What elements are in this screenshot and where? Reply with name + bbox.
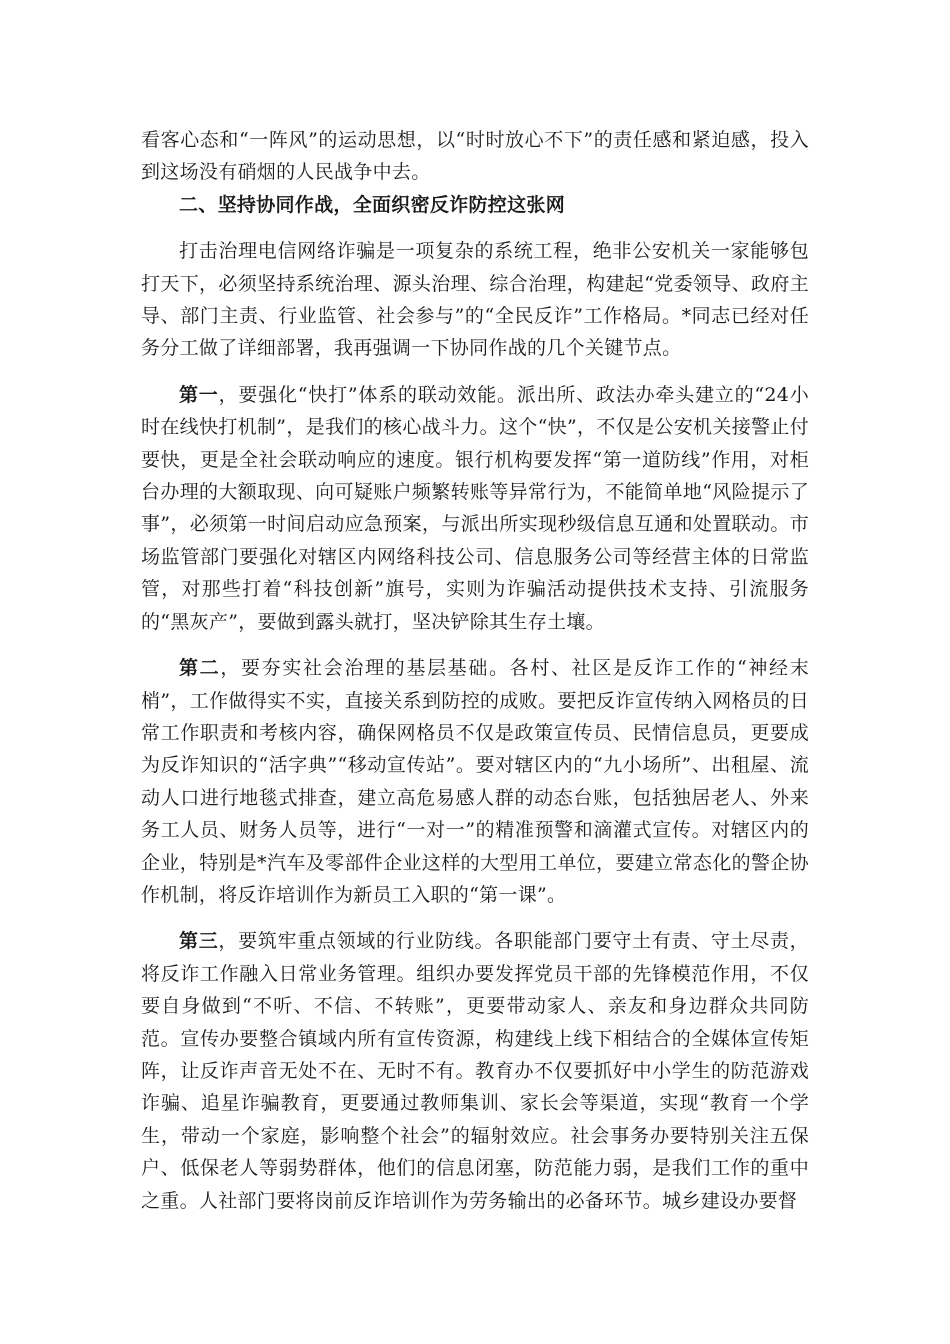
continuation-paragraph: 看客心态和“一阵风”的运动思想，以“时时放心不下”的责任感和紧迫感，投入到这场没有硝烟的人民战争中去。 (141, 129, 809, 184)
point-body-1: ，要强化“快打”体系的联动效能。派出所、政法办牵头建立的“24小时在线快打机制”，是我们的核心战斗力。这个“快”，不仅是公安机关接警止付要快，更是全社会联动响应的速度。银行机构要发挥“第一道防线”作用，对柜台办理的大额取现、向可疑账户频繁转账等异常行为，不能简单地“风险提示了事”，必须第一时间启动应急预案，与派出所实现秒级信息互通和处置联动。市场监管部门要强化对辖区内网络科技公司、信息服务公司等经营主体的日常监管，对那些打着“科技创新”旗号，实则为诈骗活动提供技术支持、引流服务的“黑灰产”，要做到露头就打，坚决铲除其生存土壤。 (141, 383, 809, 633)
point-body-3: ，要筑牢重点领域的行业防线。各职能部门要守土有责、守土尽责，将反诈工作融入日常业务管理。组织办要发挥党员干部的先锋模范作用，不仅要自身做到“不听、不信、不转账”，更要带动家人、亲友和身边群众共同防范。宣传办要整合镇域内所有宣传资源，构建线上线下相结合的全媒体宣传矩阵，让反诈声音无处不在、无时不有。教育办不仅要抓好中小学生的防范游戏诈骗、追星诈骗教育，更要通过教师集训、家长会等渠道，实现“教育一个学生，带动一个家庭，影响整个社会”的辐射效应。社会事务办要特别关注五保户、低保老人等弱势群体，他们的信息闭塞，防范能力弱，是我们工作的重中之重。人社部门要将岗前反诈培训作为劳务输出的必备环节。城乡建设办要督 (141, 930, 809, 1212)
point-lead-2: 第二 (179, 657, 221, 680)
point-body-2: ，要夯实社会治理的基层基础。各村、社区是反诈工作的“神经末梢”，工作做得实不实，直接关系到防控的成败。要把反诈宣传纳入网格员的日常工作职责和考核内容，确保网格员不仅是政策宣传员、民情信息员，更要成为反诈知识的“活字典”“移动宣传站”。要对辖区内的“九小场所”、出租屋、流动人口进行地毯式排查，建立高危易感人群的动态台账，包括独居老人、外来务工人员、财务人员等，进行“一对一”的精准预警和滴灌式宣传。对辖区内的企业，特别是*汽车及零部件企业这样的大型用工单位，要建立常态化的警企协作机制，将反诈培训作为新员工入职的“第一课”。 (141, 657, 809, 906)
point-paragraph-2 (141, 652, 809, 911)
point-lead-1: 第一 (179, 383, 219, 406)
point-paragraph-1 (141, 379, 809, 638)
document-body (141, 124, 809, 1217)
point-paragraph-3 (141, 925, 809, 1217)
intro-paragraph: 打击治理电信网络诈骗是一项复杂的系统工程，绝非公安机关一家能够包打天下，必须坚持系统治理、源头治理、综合治理，构建起“党委领导、政府主导、部门主责、行业监管、社会参与”的“全民反诈”工作格局。*同志已经对任务分工做了详细部署，我再强调一下协同作战的几个关键节点。 (141, 240, 809, 360)
section-heading: 二、坚持协同作战，全面织密反诈防控这张网 (179, 193, 566, 216)
point-lead-3: 第三 (179, 930, 219, 953)
